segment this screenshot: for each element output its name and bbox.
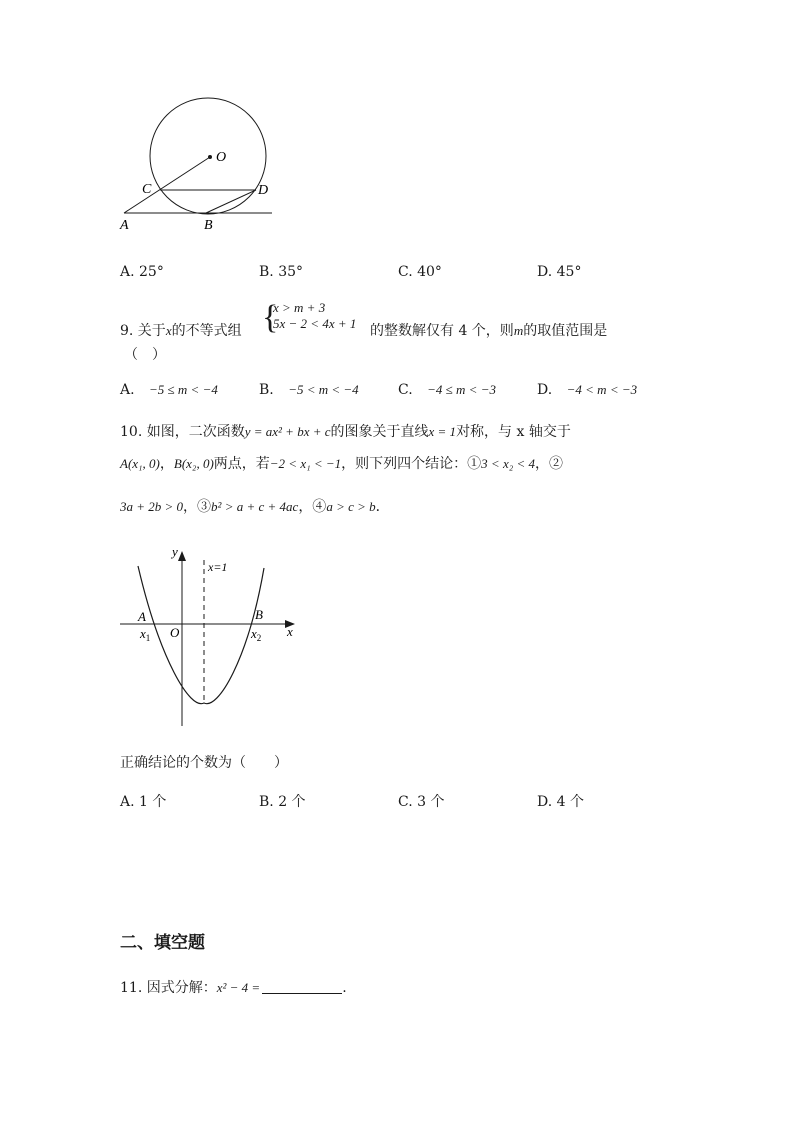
q9-inequality-2: 5x − 2 < 4x + 1 [273,316,357,331]
q11-answer-blank[interactable] [262,979,342,994]
q10-line-2 [120,453,563,473]
q10-text-g: ，③ [183,499,212,515]
q10-option-b[interactable]: B. 2 个 [259,794,306,810]
q10-text-e: ，则下列四个结论：① [341,456,482,472]
label-o: O [216,150,227,165]
q10-text-i: ． [375,499,390,515]
q10-axis-line: x = 1 [428,424,457,439]
q9-prefix: 9. 关于 [120,323,166,339]
q9-option-d-expr: −4 < m < −3 [566,382,638,397]
q10-point-b: B(x₂, 0) [173,456,214,471]
q10-text-d: 两点，若 [213,456,270,472]
label-x1: $x_1$ [140,626,151,643]
system-brace: { [262,299,279,336]
q10-option-a[interactable]: A. 1 个 [120,794,167,810]
q8-option-a[interactable]: A. 25° [120,264,164,280]
q10-point-a: A(x₁, 0) [120,456,160,471]
parabola-figure [110,540,310,735]
q10-text-c: 对称，与 x 轴交于 [456,424,571,440]
q9-mid: 的不等式组 [171,323,242,339]
label-origin: O [170,625,180,640]
q9-tail: 的取值范围是 [523,323,608,339]
q10-conclusion-1: 3 < x₂ < 4 [481,456,536,471]
circle-figure [110,95,300,235]
q9-option-d[interactable] [537,382,637,398]
label-b: B [204,218,213,233]
q11-expression: x² − 4 = [216,980,261,995]
q9-option-a-letter: A. [120,382,135,398]
label-axis-x1: x=1 [208,560,228,574]
q9-option-c-letter: C. [398,382,413,398]
q8-option-b[interactable]: B. 35° [259,264,304,280]
q10-text-b: 的图象关于直线 [330,424,429,440]
q10-conclusion-2: 3a + 2b > 0 [120,499,184,514]
label-a: A [120,218,129,233]
label-d: D [258,183,269,198]
label-x: x [287,624,293,639]
q9-option-c-expr: −4 ≤ m < −3 [427,382,496,397]
q9-option-b-expr: −5 < m < −4 [288,382,359,397]
label-b: B [255,607,263,622]
label-y: y [172,544,178,559]
q9-answer-paren: （ ） [124,347,166,363]
q10-conclusion-4: a > c > b [326,499,376,514]
q9-stem-tail [370,320,607,340]
label-a: A [138,609,146,624]
q9-option-b-letter: B. [259,382,274,398]
q10-text-h: ，④ [298,499,327,515]
q10-condition: −2 < x₁ < −1 [269,456,342,471]
q10-comma: ， [159,456,174,472]
q10-question: 正确结论的个数为（ ） [120,755,288,771]
q10-line-3 [120,496,390,516]
q9-inequality-1: x > m + 3 [273,300,326,315]
secant-line-ao [124,157,210,213]
q9-option-d-letter: D. [537,382,553,398]
q10-text-f: ，② [535,456,564,472]
q10-option-c[interactable]: C. 3 个 [398,794,445,810]
section-title-fill-in: 二、填空题 [120,933,205,953]
q11-end: . [342,980,347,996]
label-x2: $x_2$ [251,626,262,643]
q11-line [120,977,347,997]
q10-text-a: 10. 如图，二次函数 [120,424,245,440]
q8-option-d[interactable]: D. 45° [537,264,582,280]
q9-option-a-expr: −5 ≤ m < −4 [149,382,218,397]
q9-option-a[interactable] [120,382,218,398]
q9-var-x: x [165,323,172,338]
q11-prefix: 11. 因式分解： [120,980,217,996]
q10-line-1 [120,421,571,441]
q10-option-d[interactable]: D. 4 个 [537,794,584,810]
q9-option-c[interactable] [398,382,496,398]
q10-function: y = ax² + bx + c [244,424,331,439]
center-point-o [208,155,212,159]
q9-option-b[interactable] [259,382,359,398]
circle-o [150,98,269,214]
q9-var-m: m [513,323,524,338]
q9-suffix: 的整数解仅有 4 个，则 [370,323,514,339]
q9-stem [120,320,242,340]
q10-conclusion-3: b² > a + c + 4ac [211,499,299,514]
q8-option-c[interactable]: C. 40° [398,264,442,280]
parabola-curve [138,566,264,704]
label-c: C [142,182,152,197]
